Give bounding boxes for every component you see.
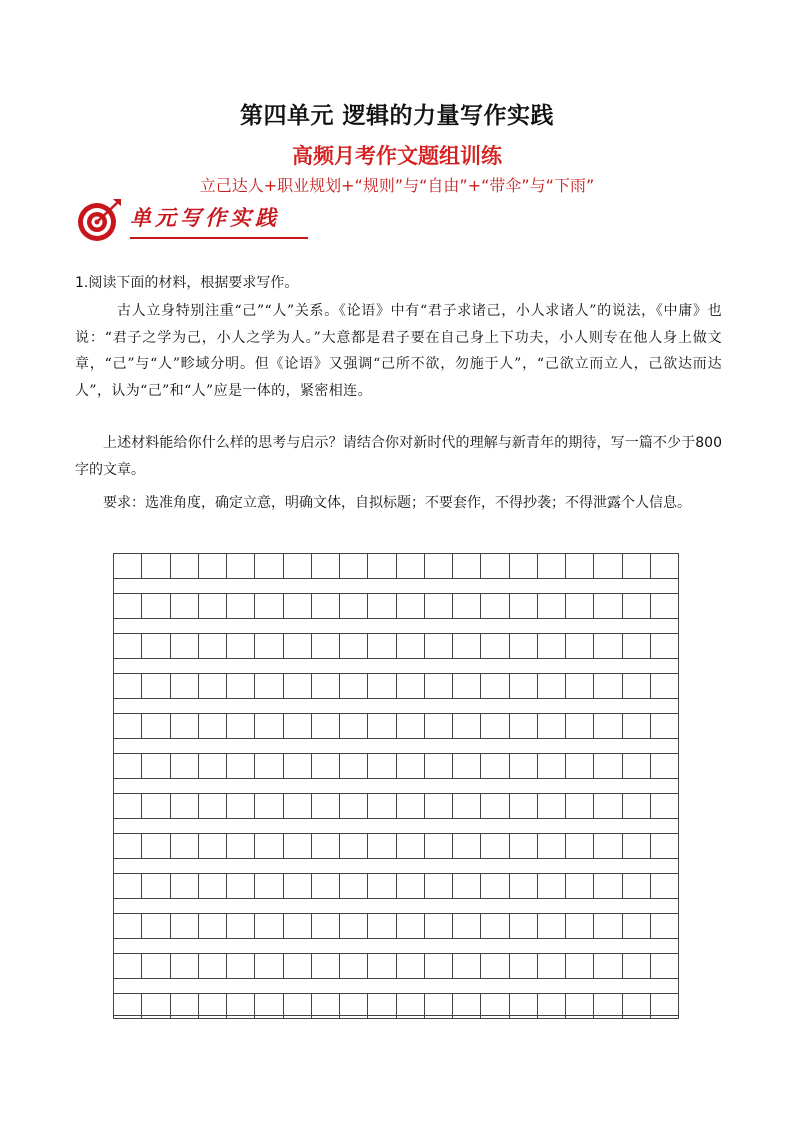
grid-cell[interactable] <box>566 714 594 738</box>
grid-cell[interactable] <box>538 674 566 698</box>
grid-cell[interactable] <box>566 674 594 698</box>
grid-cell[interactable] <box>255 634 283 658</box>
grid-cell[interactable] <box>255 714 283 738</box>
grid-cell[interactable] <box>284 834 312 858</box>
grid-cell[interactable] <box>481 834 509 858</box>
grid-cell[interactable] <box>566 954 594 978</box>
grid-cell[interactable] <box>312 634 340 658</box>
grid-cell[interactable] <box>284 554 312 578</box>
grid-cell[interactable] <box>142 674 170 698</box>
grid-cell[interactable] <box>510 794 538 818</box>
grid-cell[interactable] <box>114 914 142 938</box>
grid-cell[interactable] <box>199 994 227 1018</box>
grid-cell[interactable] <box>538 994 566 1018</box>
grid-cell[interactable] <box>510 674 538 698</box>
banner-underline <box>130 237 308 239</box>
grid-cell[interactable] <box>142 554 170 578</box>
grid-cell[interactable] <box>453 834 481 858</box>
grid-cell[interactable] <box>368 634 396 658</box>
grid-cell[interactable] <box>199 594 227 618</box>
grid-cell[interactable] <box>114 594 142 618</box>
grid-cell[interactable] <box>368 834 396 858</box>
grid-row <box>113 913 679 939</box>
grid-cell[interactable] <box>312 914 340 938</box>
grid-cell[interactable] <box>538 554 566 578</box>
grid-cell[interactable] <box>368 554 396 578</box>
grid-cell[interactable] <box>453 634 481 658</box>
grid-cell[interactable] <box>453 714 481 738</box>
grid-cell[interactable] <box>510 754 538 778</box>
grid-cell[interactable] <box>255 954 283 978</box>
grid-cell[interactable] <box>425 554 453 578</box>
grid-cell[interactable] <box>227 834 255 858</box>
grid-cell[interactable] <box>538 874 566 898</box>
answer-grid <box>113 553 679 1019</box>
grid-cell[interactable] <box>199 634 227 658</box>
grid-cell[interactable] <box>538 834 566 858</box>
page-title: 第四单元 逻辑的力量写作实践 <box>239 103 554 129</box>
grid-cell[interactable] <box>142 754 170 778</box>
grid-cell[interactable] <box>114 874 142 898</box>
material-paragraph: 古人立身特别注重“己”“人”关系。《论语》中有“君子求诸己，小人求诸人”的说法，《中庸》也说：“君子之学为己，小人之学为人。”大意都是君子要在自己身上下功夫，小人则专在他人身上做文章，“己”与“人”畛域分明。但《论语》又强调“己所不欲，勿施于人”，“己欲立而立人，己欲达而达人”，认为“己”和“人”应是一体的，紧密相连。 <box>75 303 722 399</box>
grid-cell[interactable] <box>142 914 170 938</box>
grid-cell[interactable] <box>481 594 509 618</box>
grid-cell[interactable] <box>284 714 312 738</box>
grid-cell[interactable] <box>114 954 142 978</box>
grid-cell[interactable] <box>199 834 227 858</box>
grid-cell[interactable] <box>368 954 396 978</box>
grid-cell[interactable] <box>171 794 199 818</box>
grid-cell[interactable] <box>114 554 142 578</box>
grid-cell[interactable] <box>481 754 509 778</box>
grid-cell[interactable] <box>227 594 255 618</box>
grid-cell[interactable] <box>594 794 622 818</box>
grid-cell[interactable] <box>340 754 368 778</box>
question-prompt: 1.阅读下面的材料，根据要求写作。 <box>75 275 299 291</box>
grid-cell[interactable] <box>142 714 170 738</box>
grid-row <box>113 953 679 979</box>
grid-row <box>113 633 679 659</box>
grid-cell[interactable] <box>227 874 255 898</box>
grid-cell[interactable] <box>340 874 368 898</box>
grid-cell[interactable] <box>397 594 425 618</box>
grid-cell[interactable] <box>284 674 312 698</box>
grid-cell[interactable] <box>114 634 142 658</box>
grid-cell[interactable] <box>623 714 651 738</box>
grid-cell[interactable] <box>594 834 622 858</box>
task-paragraph: 上述材料能给你什么样的思考与启示？请结合你对新时代的理解与新青年的期待，写一篇不少于800字的文章。 <box>75 435 722 478</box>
grid-cell[interactable] <box>538 914 566 938</box>
grid-cell[interactable] <box>481 714 509 738</box>
grid-cell[interactable] <box>199 554 227 578</box>
grid-cell[interactable] <box>397 874 425 898</box>
grid-cell[interactable] <box>594 714 622 738</box>
grid-cell[interactable] <box>453 874 481 898</box>
grid-cell[interactable] <box>594 554 622 578</box>
grid-cell[interactable] <box>142 594 170 618</box>
grid-cell[interactable] <box>199 714 227 738</box>
grid-cell[interactable] <box>453 554 481 578</box>
grid-cell[interactable] <box>566 994 594 1018</box>
grid-cell[interactable] <box>651 914 678 938</box>
grid-cell[interactable] <box>312 554 340 578</box>
grid-cell[interactable] <box>397 674 425 698</box>
grid-cell[interactable] <box>594 594 622 618</box>
grid-cell[interactable] <box>368 674 396 698</box>
grid-cell[interactable] <box>538 954 566 978</box>
grid-cell[interactable] <box>255 794 283 818</box>
grid-cell[interactable] <box>510 954 538 978</box>
grid-cell[interactable] <box>227 754 255 778</box>
grid-cell[interactable] <box>312 834 340 858</box>
grid-cell[interactable] <box>397 714 425 738</box>
grid-cell[interactable] <box>397 914 425 938</box>
grid-cell[interactable] <box>255 994 283 1018</box>
grid-cell[interactable] <box>538 754 566 778</box>
grid-cell[interactable] <box>284 954 312 978</box>
grid-cell[interactable] <box>312 754 340 778</box>
grid-cell[interactable] <box>623 554 651 578</box>
grid-cell[interactable] <box>623 834 651 858</box>
grid-cell[interactable] <box>171 834 199 858</box>
grid-cell[interactable] <box>171 714 199 738</box>
grid-cell[interactable] <box>171 594 199 618</box>
grid-cell[interactable] <box>651 714 678 738</box>
grid-cell[interactable] <box>651 634 678 658</box>
grid-cell[interactable] <box>594 754 622 778</box>
grid-cell[interactable] <box>340 994 368 1018</box>
grid-cell[interactable] <box>142 954 170 978</box>
grid-cell[interactable] <box>623 994 651 1018</box>
grid-row <box>113 713 679 739</box>
grid-cell[interactable] <box>340 554 368 578</box>
grid-cell[interactable] <box>142 874 170 898</box>
grid-cell[interactable] <box>284 994 312 1018</box>
grid-row <box>113 553 679 579</box>
grid-cell[interactable] <box>425 674 453 698</box>
grid-cell[interactable] <box>425 594 453 618</box>
grid-cell[interactable] <box>255 594 283 618</box>
grid-cell[interactable] <box>623 874 651 898</box>
grid-cell[interactable] <box>340 794 368 818</box>
grid-cell[interactable] <box>453 754 481 778</box>
grid-cell[interactable] <box>340 914 368 938</box>
grid-cell[interactable] <box>255 874 283 898</box>
grid-cell[interactable] <box>481 794 509 818</box>
grid-cell[interactable] <box>623 754 651 778</box>
grid-cell[interactable] <box>114 754 142 778</box>
grid-cell[interactable] <box>510 994 538 1018</box>
grid-cell[interactable] <box>199 754 227 778</box>
grid-cell[interactable] <box>481 634 509 658</box>
grid-cell[interactable] <box>594 634 622 658</box>
grid-cell[interactable] <box>284 754 312 778</box>
grid-cell[interactable] <box>284 794 312 818</box>
target-icon <box>75 196 123 244</box>
grid-cell[interactable] <box>114 794 142 818</box>
grid-cell[interactable] <box>453 954 481 978</box>
grid-cell[interactable] <box>397 834 425 858</box>
grid-cell[interactable] <box>255 754 283 778</box>
grid-cell[interactable] <box>623 794 651 818</box>
grid-row <box>113 873 679 899</box>
requirements-paragraph: 要求：选准角度，确定立意，明确文体，自拟标题；不要套作，不得抄袭；不得泄露个人信息。 <box>103 495 691 511</box>
grid-cell[interactable] <box>397 754 425 778</box>
grid-cell[interactable] <box>566 554 594 578</box>
grid-cell[interactable] <box>171 954 199 978</box>
grid-cell[interactable] <box>566 634 594 658</box>
grid-cell[interactable] <box>538 594 566 618</box>
grid-cell[interactable] <box>425 634 453 658</box>
grid-cell[interactable] <box>510 634 538 658</box>
grid-cell[interactable] <box>368 874 396 898</box>
grid-cell[interactable] <box>312 874 340 898</box>
grid-cell[interactable] <box>651 554 678 578</box>
grid-cell[interactable] <box>566 914 594 938</box>
grid-cell[interactable] <box>481 954 509 978</box>
grid-cell[interactable] <box>255 914 283 938</box>
grid-cell[interactable] <box>312 674 340 698</box>
grid-cell[interactable] <box>340 714 368 738</box>
grid-cell[interactable] <box>284 914 312 938</box>
grid-cell[interactable] <box>538 634 566 658</box>
grid-row <box>113 993 679 1019</box>
grid-cell[interactable] <box>623 634 651 658</box>
grid-cell[interactable] <box>397 954 425 978</box>
grid-cell[interactable] <box>114 714 142 738</box>
grid-cell[interactable] <box>171 634 199 658</box>
grid-cell[interactable] <box>651 874 678 898</box>
grid-cell[interactable] <box>510 874 538 898</box>
grid-cell[interactable] <box>312 714 340 738</box>
grid-cell[interactable] <box>142 834 170 858</box>
grid-cell[interactable] <box>255 834 283 858</box>
grid-cell[interactable] <box>594 994 622 1018</box>
grid-cell[interactable] <box>255 554 283 578</box>
grid-cell[interactable] <box>368 994 396 1018</box>
grid-cell[interactable] <box>340 954 368 978</box>
grid-row <box>113 673 679 699</box>
grid-cell[interactable] <box>171 874 199 898</box>
grid-cell[interactable] <box>453 674 481 698</box>
grid-cell[interactable] <box>594 874 622 898</box>
grid-cell[interactable] <box>368 794 396 818</box>
grid-cell[interactable] <box>340 634 368 658</box>
grid-cell[interactable] <box>651 794 678 818</box>
grid-cell[interactable] <box>227 554 255 578</box>
grid-cell[interactable] <box>481 674 509 698</box>
grid-cell[interactable] <box>594 914 622 938</box>
grid-cell[interactable] <box>453 794 481 818</box>
grid-cell[interactable] <box>199 794 227 818</box>
grid-cell[interactable] <box>425 834 453 858</box>
grid-cell[interactable] <box>171 914 199 938</box>
grid-cell[interactable] <box>284 594 312 618</box>
topic-list: 立己达人+职业规划+“规则”与“自由”+“带伞”与“下雨” <box>199 176 595 195</box>
grid-cell[interactable] <box>623 914 651 938</box>
grid-cell[interactable] <box>199 874 227 898</box>
grid-cell[interactable] <box>425 954 453 978</box>
grid-cell[interactable] <box>114 674 142 698</box>
grid-cell[interactable] <box>425 754 453 778</box>
grid-cell[interactable] <box>340 834 368 858</box>
grid-cell[interactable] <box>651 834 678 858</box>
grid-cell[interactable] <box>651 754 678 778</box>
grid-cell[interactable] <box>397 554 425 578</box>
grid-cell[interactable] <box>594 954 622 978</box>
grid-cell[interactable] <box>623 674 651 698</box>
grid-cell[interactable] <box>566 754 594 778</box>
grid-cell[interactable] <box>481 874 509 898</box>
grid-cell[interactable] <box>594 674 622 698</box>
grid-cell[interactable] <box>510 914 538 938</box>
grid-cell[interactable] <box>481 994 509 1018</box>
grid-cell[interactable] <box>623 954 651 978</box>
grid-row <box>113 753 679 779</box>
grid-cell[interactable] <box>368 594 396 618</box>
grid-cell[interactable] <box>510 594 538 618</box>
grid-cell[interactable] <box>425 914 453 938</box>
grid-row <box>113 793 679 819</box>
grid-cell[interactable] <box>114 834 142 858</box>
grid-cell[interactable] <box>171 994 199 1018</box>
grid-cell[interactable] <box>651 594 678 618</box>
grid-cell[interactable] <box>312 594 340 618</box>
grid-cell[interactable] <box>425 714 453 738</box>
grid-cell[interactable] <box>651 954 678 978</box>
grid-cell[interactable] <box>623 594 651 618</box>
grid-cell[interactable] <box>510 554 538 578</box>
grid-cell[interactable] <box>510 714 538 738</box>
grid-cell[interactable] <box>566 594 594 618</box>
grid-cell[interactable] <box>114 994 142 1018</box>
grid-cell[interactable] <box>368 754 396 778</box>
grid-cell[interactable] <box>510 834 538 858</box>
grid-cell[interactable] <box>199 914 227 938</box>
grid-cell[interactable] <box>340 594 368 618</box>
grid-cell[interactable] <box>566 794 594 818</box>
grid-row <box>113 593 679 619</box>
grid-cell[interactable] <box>227 954 255 978</box>
grid-cell[interactable] <box>425 794 453 818</box>
grid-cell[interactable] <box>142 634 170 658</box>
grid-cell[interactable] <box>425 874 453 898</box>
grid-cell[interactable] <box>453 914 481 938</box>
grid-cell[interactable] <box>651 674 678 698</box>
grid-cell[interactable] <box>227 714 255 738</box>
grid-row <box>113 833 679 859</box>
grid-cell[interactable] <box>199 674 227 698</box>
grid-cell[interactable] <box>142 994 170 1018</box>
grid-cell[interactable] <box>397 994 425 1018</box>
grid-cell[interactable] <box>481 914 509 938</box>
grid-cell[interactable] <box>227 994 255 1018</box>
grid-cell[interactable] <box>227 794 255 818</box>
grid-cell[interactable] <box>397 794 425 818</box>
banner-label: 单元写作实践 <box>130 205 280 230</box>
grid-cell[interactable] <box>227 914 255 938</box>
grid-cell[interactable] <box>566 834 594 858</box>
grid-cell[interactable] <box>368 714 396 738</box>
grid-cell[interactable] <box>284 874 312 898</box>
grid-cell[interactable] <box>340 674 368 698</box>
grid-cell[interactable] <box>171 554 199 578</box>
grid-cell[interactable] <box>397 634 425 658</box>
grid-cell[interactable] <box>425 994 453 1018</box>
grid-cell[interactable] <box>651 994 678 1018</box>
grid-cell[interactable] <box>566 874 594 898</box>
grid-cell[interactable] <box>312 954 340 978</box>
grid-cell[interactable] <box>284 634 312 658</box>
grid-cell[interactable] <box>368 914 396 938</box>
page-subtitle: 高频月考作文题组训练 <box>292 144 502 168</box>
grid-cell[interactable] <box>312 994 340 1018</box>
grid-cell[interactable] <box>171 754 199 778</box>
grid-cell[interactable] <box>538 794 566 818</box>
grid-cell[interactable] <box>481 554 509 578</box>
grid-cell[interactable] <box>255 674 283 698</box>
grid-cell[interactable] <box>199 954 227 978</box>
grid-cell[interactable] <box>453 594 481 618</box>
grid-cell[interactable] <box>453 994 481 1018</box>
grid-cell[interactable] <box>227 674 255 698</box>
grid-cell[interactable] <box>227 634 255 658</box>
grid-cell[interactable] <box>142 794 170 818</box>
grid-cell[interactable] <box>312 794 340 818</box>
grid-cell[interactable] <box>538 714 566 738</box>
section-banner <box>75 196 310 246</box>
grid-cell[interactable] <box>171 674 199 698</box>
